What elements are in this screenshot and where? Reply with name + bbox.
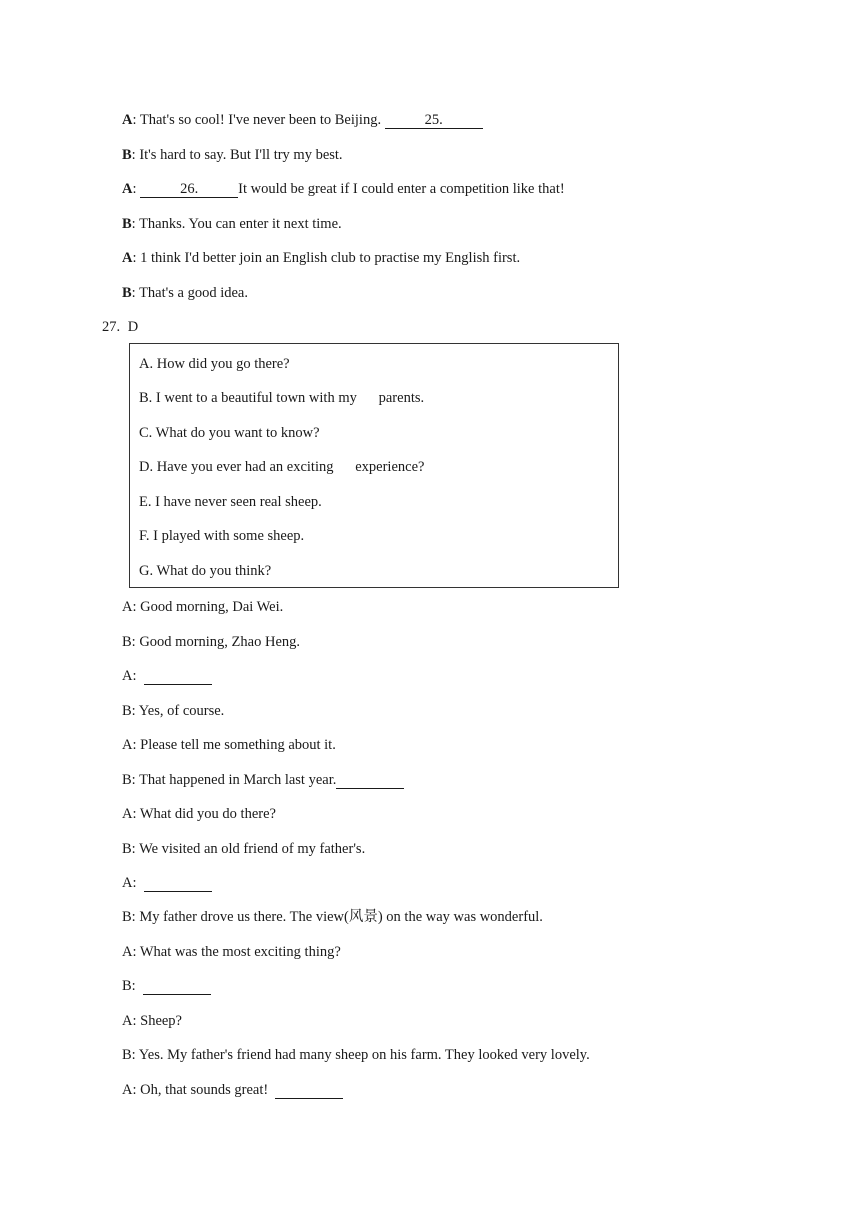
line-text: A: bbox=[122, 668, 144, 684]
option-d: D. Have you ever had an exciting experience? bbox=[139, 459, 425, 475]
answer-blank[interactable] bbox=[144, 876, 212, 892]
answer-blank[interactable] bbox=[336, 773, 404, 789]
dialogue2-line-9 bbox=[122, 874, 212, 892]
dialogue2-line-5 bbox=[122, 736, 336, 754]
line-text: B: We visited an old friend of my father's. bbox=[122, 841, 366, 857]
line-text: It's hard to say. But I'll try my best. bbox=[139, 147, 343, 163]
dialogue2-line-6 bbox=[122, 771, 404, 789]
line-text: B: My father drove us there. The view(风景) on the way was wonderful. bbox=[122, 909, 543, 925]
speaker-label: B bbox=[122, 285, 132, 301]
question-27 bbox=[102, 318, 138, 336]
speaker-label: B bbox=[122, 216, 132, 232]
line-text: B: bbox=[122, 978, 143, 994]
dialogue2-line-14 bbox=[122, 1046, 590, 1064]
option-g: G. What do you think? bbox=[139, 563, 272, 579]
dialogue-line-2: B: It's hard to say. But I'll try my best. bbox=[122, 147, 343, 163]
line-text: B: Yes. My father's friend had many sheep on his farm. They looked very lovely. bbox=[122, 1047, 590, 1063]
dialogue2-line-4 bbox=[122, 702, 224, 720]
dialogue2-line-7 bbox=[122, 805, 276, 823]
question-number: 27. bbox=[102, 319, 121, 335]
dialogue-line-1: A: That's so cool! I've never been to Beijing. 25. bbox=[122, 111, 483, 129]
dialogue-line-6: B: That's a good idea. bbox=[122, 285, 248, 301]
answer-blank[interactable] bbox=[144, 669, 212, 685]
dialogue2-line-2 bbox=[122, 633, 300, 651]
blank-number: 25. bbox=[424, 112, 443, 128]
dialogue2-line-8 bbox=[122, 840, 365, 858]
dialogue2-line-1 bbox=[122, 598, 283, 616]
line-text: A: Sheep? bbox=[122, 1013, 182, 1029]
options-box bbox=[129, 343, 619, 588]
dialogue-line-4: B: Thanks. You can enter it next time. bbox=[122, 216, 342, 232]
line-text: That's a good idea. bbox=[139, 285, 248, 301]
dialogue2-line-12 bbox=[122, 977, 211, 995]
line-text: A: bbox=[122, 875, 144, 891]
line-text: A: Oh, that sounds great! bbox=[122, 1082, 276, 1098]
line-text: Thanks. You can enter it next time. bbox=[139, 216, 342, 232]
dialogue2-line-13 bbox=[122, 1012, 182, 1030]
dialogue2-line-11 bbox=[122, 943, 341, 961]
speaker-label: B bbox=[122, 147, 132, 163]
speaker-label: A bbox=[122, 181, 133, 197]
dialogue2-line-3 bbox=[122, 667, 212, 685]
option-b: B. I went to a beautiful town with my parents. bbox=[139, 390, 425, 406]
line-text: A: Please tell me something about it. bbox=[122, 737, 336, 753]
answer-blank-25[interactable] bbox=[385, 113, 483, 129]
dialogue2-line-15 bbox=[122, 1081, 343, 1099]
line-text: A: What was the most exciting thing? bbox=[122, 944, 341, 960]
option-a: A. How did you go there? bbox=[139, 356, 290, 372]
speaker-label: A bbox=[122, 112, 133, 128]
line-text: A: Good morning, Dai Wei. bbox=[122, 599, 284, 615]
blank-number: 26. bbox=[180, 181, 199, 197]
line-text: It would be great if I could enter a competition like that! bbox=[238, 181, 565, 197]
line-text: 1 think I'd better join an English club to practise my English first. bbox=[140, 250, 521, 266]
option-e: E. I have never seen real sheep. bbox=[139, 494, 322, 510]
dialogue-line-5: A: 1 think I'd better join an English club to practise my English first. bbox=[122, 250, 521, 266]
option-f: F. I played with some sheep. bbox=[139, 528, 305, 544]
answer-blank[interactable] bbox=[275, 1083, 343, 1099]
question-answer: D bbox=[127, 319, 139, 335]
line-text: B: Yes, of course. bbox=[122, 703, 225, 719]
option-c: C. What do you want to know? bbox=[139, 425, 320, 441]
answer-blank-26[interactable] bbox=[140, 182, 238, 198]
line-text: A: What did you do there? bbox=[122, 806, 276, 822]
speaker-label: A bbox=[122, 250, 133, 266]
line-text: B: Good morning, Zhao Heng. bbox=[122, 634, 301, 650]
line-text: B: That happened in March last year. bbox=[122, 772, 337, 788]
line-text: That's so cool! I've never been to Beijing. bbox=[139, 112, 385, 128]
answer-blank[interactable] bbox=[143, 979, 211, 995]
dialogue2-line-10 bbox=[122, 908, 543, 926]
dialogue-line-3: A: 26. It would be great if I could enter a competition like that! bbox=[122, 181, 565, 197]
